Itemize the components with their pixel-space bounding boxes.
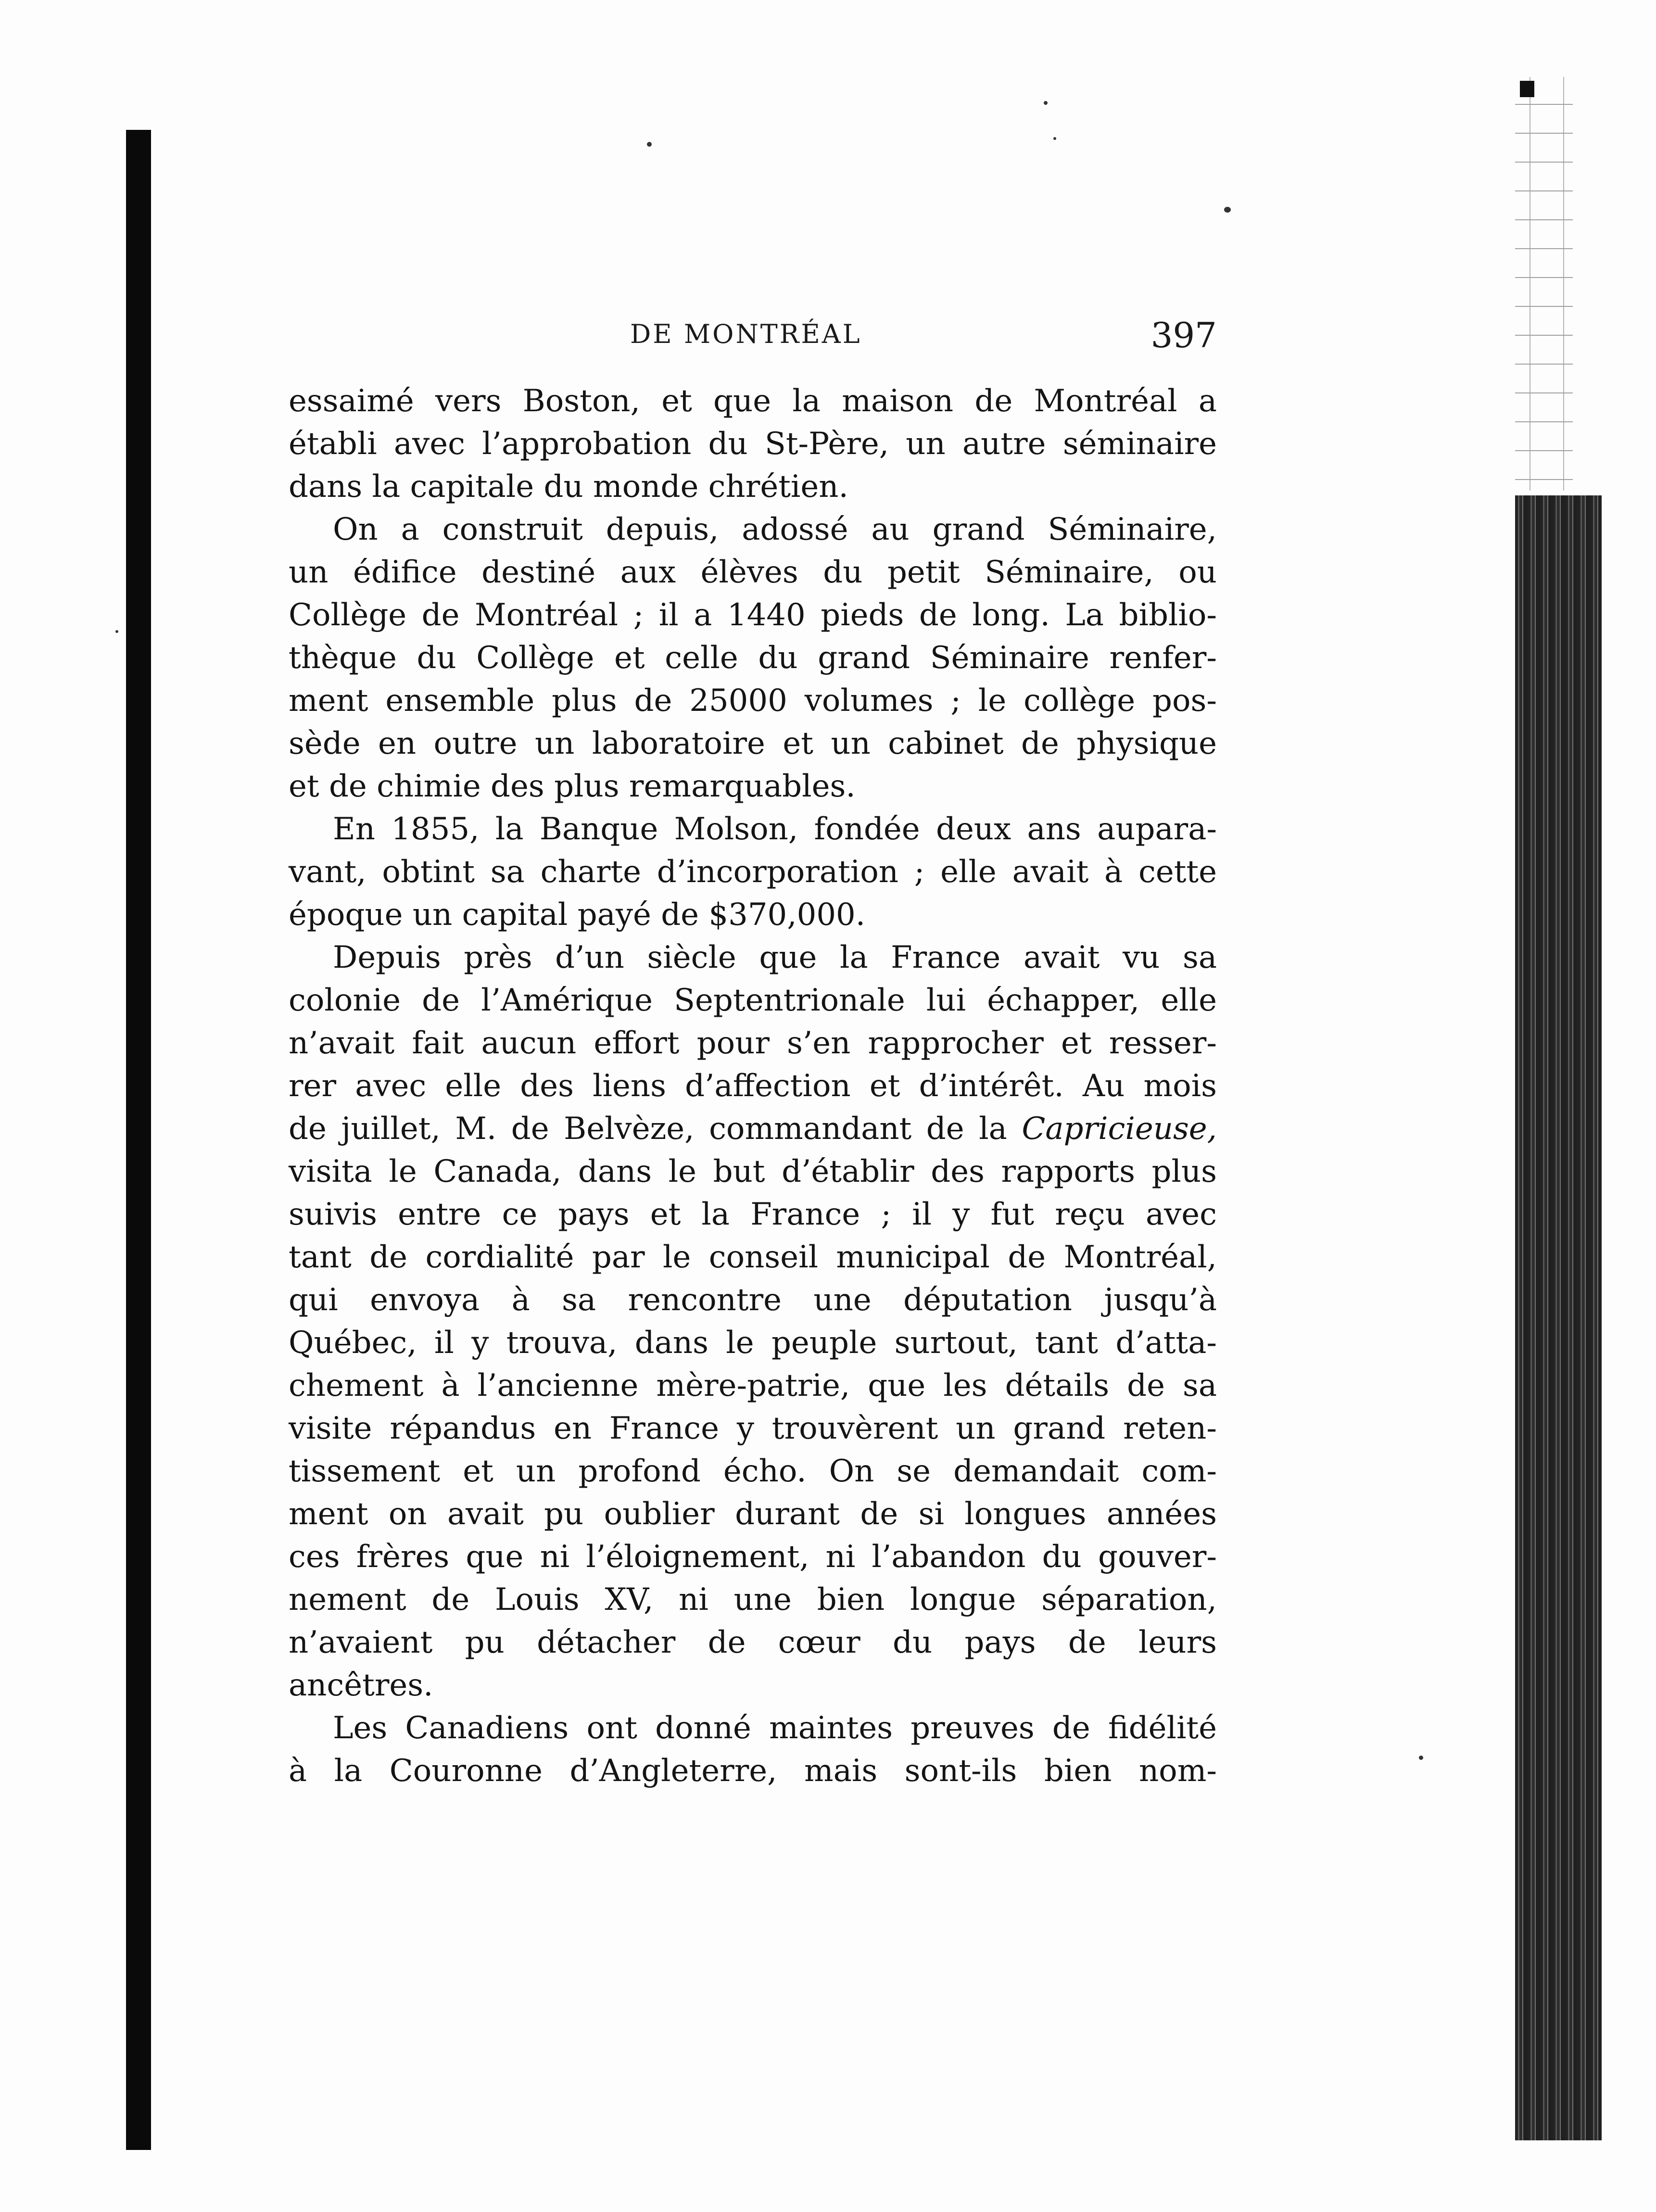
text-line: ces frères que ni l’éloignement, ni l’abandon du gouver-	[289, 1539, 1217, 1575]
paragraph	[289, 380, 1217, 508]
paragraph	[289, 508, 1217, 808]
text-line: ancêtres.	[289, 1668, 433, 1703]
scan-speck	[115, 630, 118, 633]
text-line: qui envoya à sa rencontre une députation jusqu’à	[289, 1282, 1217, 1318]
text-line: essaimé vers Boston, et que la maison de Montréal a	[289, 383, 1217, 419]
scan-speck	[1053, 137, 1056, 140]
paragraph	[289, 1707, 1217, 1793]
text-line: établi avec l’approbation du St-Père, un autre séminaire	[289, 426, 1217, 462]
text-line: dans la capitale du monde chrétien.	[289, 469, 848, 505]
text-line: vant, obtint sa charte d’incorporation ; elle avait à cette	[289, 854, 1217, 890]
scan-speck	[647, 142, 652, 147]
text-line: Québec, il y trouva, dans le peuple surtout, tant d’atta-	[289, 1325, 1217, 1361]
text-line: tissement et un profond écho. On se demandait com-	[289, 1454, 1217, 1489]
text-line: En 1855, la Banque Molson, fondée deux ans aupara-	[333, 811, 1217, 847]
text-line: et de chimie des plus remarquables.	[289, 769, 856, 804]
right-edge-scan-strip	[1515, 495, 1602, 2140]
text-line: ment ensemble plus de 25000 volumes ; le collège pos-	[289, 683, 1217, 719]
right-edge-margin-marks	[1515, 77, 1573, 491]
text-line: n’avait fait aucun effort pour s’en rapprocher et resser-	[289, 1025, 1217, 1061]
text-line: colonie de l’Amérique Septentrionale lui échapper, elle	[289, 983, 1217, 1018]
text-line: rer avec elle des liens d’affection et d’intérêt. Au mois	[289, 1068, 1217, 1104]
page-header	[289, 315, 1217, 358]
body-text	[289, 380, 1217, 1793]
text-line: sède en outre un laboratoire et un cabinet de physique	[289, 726, 1217, 761]
text-line: à la Couronne d’Angleterre, mais sont-ils bien nom-	[289, 1753, 1217, 1789]
text-line: époque un capital payé de $370,000.	[289, 897, 866, 933]
text-line: visita le Canada, dans le but d’établir des rapports plus	[289, 1154, 1217, 1189]
text-line: visite répandus en France y trouvèrent un grand reten-	[289, 1411, 1217, 1446]
text-line: n’avaient pu détacher de cœur du pays de leurs	[289, 1625, 1217, 1660]
text-line: Collège de Montréal ; il a 1440 pieds de long. La biblio-	[289, 597, 1217, 633]
text-line: Les Canadiens ont donné maintes preuves de fidélité	[333, 1710, 1217, 1746]
scan-speck	[1224, 207, 1231, 213]
right-edge-block-mark	[1520, 81, 1534, 97]
scan-speck	[1044, 101, 1048, 105]
text-line: thèque du Collège et celle du grand Séminaire renfer-	[289, 640, 1217, 676]
paragraph	[289, 808, 1217, 936]
text-line: chement à l’ancienne mère-patrie, que les détails de sa	[289, 1368, 1217, 1403]
text-line: On a construit depuis, adossé au grand Séminaire,	[333, 512, 1217, 547]
text-line: tant de cordialité par le conseil municipal de Montréal,	[289, 1239, 1217, 1275]
binding-shadow	[126, 130, 151, 2150]
running-title: DE MONTRÉAL	[630, 319, 862, 349]
text-line: Depuis près d’un siècle que la France avait vu sa	[333, 940, 1217, 975]
scan-speck	[1419, 1756, 1423, 1760]
text-line: un édifice destiné aux élèves du petit Séminaire, ou	[289, 555, 1217, 590]
page-number: 397	[1150, 315, 1217, 355]
ship-name-italic: Capricieuse,	[1022, 1111, 1217, 1147]
text-line: suivis entre ce pays et la France ; il y fut reçu avec	[289, 1197, 1217, 1232]
text-line: ment on avait pu oublier durant de si longues années	[289, 1496, 1217, 1532]
text-line-with-italic	[289, 1108, 1217, 1150]
paragraph	[289, 936, 1217, 1707]
text-line: nement de Louis XV, ni une bien longue séparation,	[289, 1582, 1217, 1618]
text-segment: de juillet, M. de Belvèze, commandant de la	[289, 1111, 1007, 1147]
